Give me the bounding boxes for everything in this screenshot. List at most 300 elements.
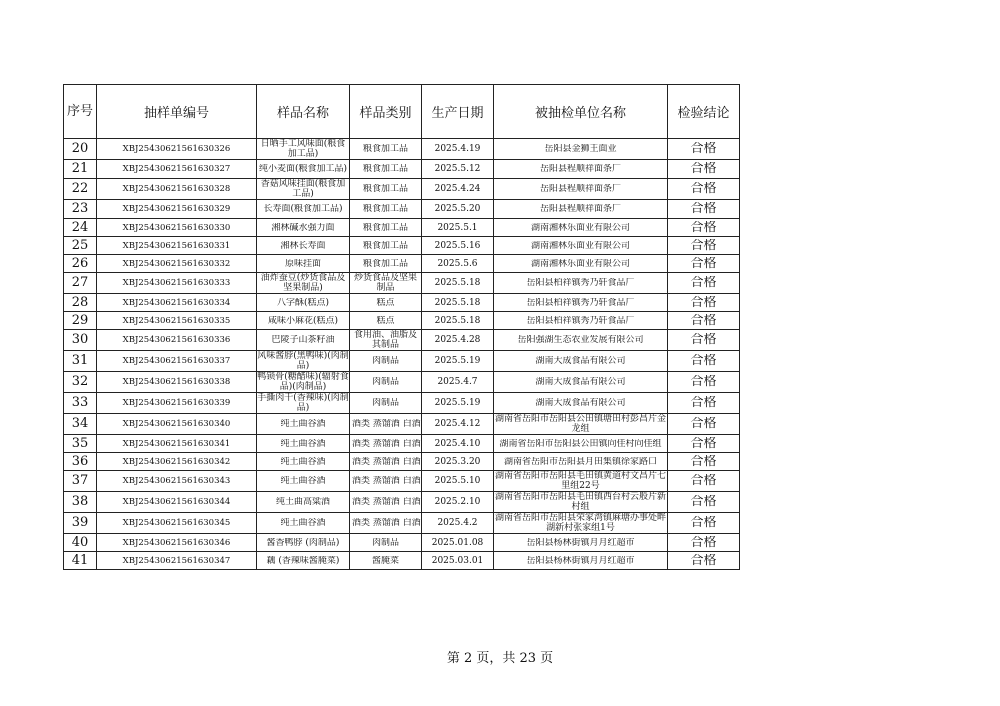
inspection-result-text: 合格	[690, 182, 717, 196]
sample-category-text: 肉制品	[371, 398, 399, 408]
sample-name-text: 鸭锁骨(糖醋味)(辐射食品)(肉制品)	[257, 372, 349, 392]
production-date	[422, 219, 494, 237]
row-number	[64, 330, 97, 351]
inspection-result	[668, 393, 740, 414]
production-date	[422, 160, 494, 179]
sample-code	[97, 255, 257, 273]
inspected-unit-text: 湖南湘林乐面业有限公司	[530, 240, 630, 251]
inspected-unit	[494, 552, 668, 570]
production-date	[422, 179, 494, 200]
row-number-text: 30	[71, 333, 89, 347]
production-date	[422, 255, 494, 273]
inspected-unit	[494, 179, 668, 200]
sample-name	[257, 312, 350, 330]
header-seq: 序号	[64, 85, 97, 139]
sample-name-text: 八字酥(糕点)	[276, 297, 330, 308]
inspected-unit	[494, 414, 668, 435]
sample-code	[97, 139, 257, 160]
production-date	[422, 139, 494, 160]
sample-code-text: XBJ25430621561630338	[122, 377, 231, 387]
row-number	[64, 294, 97, 312]
inspection-result-text: 合格	[690, 162, 717, 176]
sample-category	[350, 219, 422, 237]
inspection-result-text: 合格	[690, 516, 717, 530]
sample-code	[97, 219, 257, 237]
table-row	[64, 453, 740, 471]
inspected-unit	[494, 492, 668, 513]
table-row	[64, 492, 740, 513]
sample-code	[97, 552, 257, 570]
sample-code-text: XBJ25430621561630330	[122, 222, 231, 233]
production-date	[422, 492, 494, 513]
sample-category	[350, 471, 422, 492]
inspection-result-text: 合格	[690, 220, 717, 235]
inspected-unit	[494, 351, 668, 372]
inspected-unit	[494, 471, 668, 492]
sample-name	[257, 219, 350, 237]
production-date	[422, 200, 494, 219]
sample-name	[257, 139, 350, 160]
inspected-unit-text: 岳阳县柏祥镇秀乃轩食品厂	[526, 297, 635, 308]
sample-code	[97, 312, 257, 330]
sample-name	[257, 393, 350, 414]
sample-code	[97, 393, 257, 414]
row-number	[64, 255, 97, 273]
sample-name-text: 纯土曲谷酒	[280, 419, 326, 429]
inspection-result-text: 合格	[690, 354, 717, 368]
header-unit: 被抽检单位名称	[494, 85, 668, 139]
sample-name-text: 藕 (香辣味酱腌菜)	[266, 555, 340, 566]
sample-code	[97, 534, 257, 552]
sample-code-text: XBJ25430621561630327	[122, 164, 231, 174]
inspection-result-text: 合格	[690, 202, 717, 216]
sample-name-text: 纯土曲谷酒	[280, 518, 326, 528]
row-number	[64, 179, 97, 200]
sample-code	[97, 492, 257, 513]
sample-category-text: 粮食加工品	[362, 204, 408, 214]
sample-category	[350, 255, 422, 273]
sample-code	[97, 372, 257, 393]
inspected-unit	[494, 453, 668, 471]
sample-category	[350, 160, 422, 179]
sample-name-text: 咸味小麻花(糕点)	[267, 315, 339, 326]
sample-code	[97, 513, 257, 534]
row-number-text: 29	[71, 313, 89, 328]
inspection-result-text: 合格	[690, 495, 717, 509]
sample-category-text: 酒类 蒸馏酒 白酒	[352, 438, 421, 449]
inspection-result	[668, 294, 740, 312]
sample-category-text: 肉制品	[371, 356, 399, 366]
inspected-unit-text: 湖南大成食品有限公司	[535, 356, 626, 366]
sample-name	[257, 273, 350, 294]
table-row	[64, 372, 740, 393]
production-date	[422, 294, 494, 312]
inspected-unit-text: 湖南大成食品有限公司	[535, 377, 626, 387]
sample-name	[257, 552, 350, 570]
row-number-text: 22	[71, 182, 89, 196]
sample-category	[350, 414, 422, 435]
production-date	[422, 393, 494, 414]
inspection-result	[668, 219, 740, 237]
inspected-unit-text: 湖南省岳阳市岳阳县公田镇向佳村向佳组	[499, 438, 662, 449]
inspected-unit-text: 湖南省岳阳市岳阳县公田镇塘田村彭昌片金龙组	[494, 414, 666, 434]
production-date-text: 2025.5.12	[434, 164, 481, 174]
inspection-result-text: 合格	[690, 295, 717, 310]
table-row	[64, 435, 740, 453]
inspection-result	[668, 179, 740, 200]
table-header-row	[64, 85, 740, 139]
row-number-text: 27	[71, 276, 89, 290]
row-number-text: 32	[71, 375, 89, 389]
sample-code-text: XBJ25430621561630341	[122, 438, 231, 449]
sample-name	[257, 534, 350, 552]
header-category: 样品类别	[350, 85, 422, 139]
inspected-unit	[494, 534, 668, 552]
row-number-text: 38	[71, 495, 89, 509]
inspected-unit	[494, 372, 668, 393]
production-date-text: 2025.4.12	[434, 419, 481, 429]
production-date	[422, 552, 494, 570]
table-body	[64, 139, 740, 570]
inspected-unit-text: 岳阳县柏祥镇秀乃轩食品厂	[526, 278, 635, 288]
inspected-unit-text: 湖南省岳阳市岳阳县毛田镇黄道村文昌片七里组22号	[494, 471, 666, 491]
inspected-unit-text: 湖南湘林乐面业有限公司	[530, 222, 630, 233]
sample-category	[350, 453, 422, 471]
inspected-unit	[494, 273, 668, 294]
sample-category-text: 粮食加工品	[362, 240, 408, 251]
sample-category	[350, 492, 422, 513]
table-row	[64, 414, 740, 435]
inspection-result-text: 合格	[690, 238, 717, 253]
production-date-text: 2025.5.18	[434, 315, 481, 326]
sample-name-text: 纯土曲高粱酒	[275, 497, 330, 507]
inspection-result	[668, 351, 740, 372]
row-number-text: 25	[71, 238, 89, 253]
header-code: 抽样单编号	[97, 85, 257, 139]
table-row	[64, 160, 740, 179]
row-number	[64, 372, 97, 393]
table-row	[64, 534, 740, 552]
sample-code-text: XBJ25430621561630326	[122, 144, 231, 154]
sample-code-text: XBJ25430621561630329	[122, 204, 231, 214]
sample-code	[97, 435, 257, 453]
sample-code-text: XBJ25430621561630332	[122, 258, 231, 269]
inspection-result-text: 合格	[690, 417, 717, 431]
inspection-result	[668, 237, 740, 255]
table-row	[64, 294, 740, 312]
row-number	[64, 273, 97, 294]
sample-name	[257, 330, 350, 351]
row-number	[64, 492, 97, 513]
inspected-unit	[494, 294, 668, 312]
inspection-result-text: 合格	[690, 256, 717, 271]
production-date	[422, 435, 494, 453]
row-number-text: 36	[71, 454, 89, 469]
row-number-text: 33	[71, 396, 89, 410]
sample-category-text: 酒类 蒸馏酒 白酒	[352, 476, 421, 486]
inspection-result	[668, 200, 740, 219]
production-date-text: 2025.4.24	[434, 184, 481, 194]
inspection-result-text: 合格	[690, 454, 717, 469]
sample-category-text: 粮食加工品	[362, 184, 408, 194]
table-row	[64, 351, 740, 372]
row-number-text: 26	[71, 256, 89, 271]
inspection-result	[668, 552, 740, 570]
row-number-text: 34	[71, 417, 89, 431]
row-number	[64, 160, 97, 179]
inspected-unit	[494, 513, 668, 534]
inspection-result	[668, 414, 740, 435]
row-number-text: 40	[71, 535, 89, 550]
sample-name	[257, 471, 350, 492]
inspection-result-text: 合格	[690, 375, 717, 389]
sample-code	[97, 414, 257, 435]
sample-category-text: 粮食加工品	[362, 164, 408, 174]
production-date-text: 2025.4.19	[434, 144, 481, 154]
production-date-text: 2025.5.19	[434, 398, 481, 408]
inspected-unit-text: 岳阳强湖生态农业发展有限公司	[517, 335, 644, 345]
inspected-unit	[494, 435, 668, 453]
production-date	[422, 330, 494, 351]
row-number	[64, 139, 97, 160]
production-date	[422, 513, 494, 534]
production-date	[422, 273, 494, 294]
inspection-result-text: 合格	[690, 436, 717, 451]
sample-category-text: 酒类 蒸馏酒 白酒	[352, 497, 421, 507]
sample-name-text: 香菇风味挂面(粮食加工品)	[260, 179, 346, 199]
table-row	[64, 179, 740, 200]
sample-code-text: XBJ25430621561630344	[122, 497, 231, 507]
sample-name	[257, 294, 350, 312]
sample-category-text: 食用油、油脂及其制品	[353, 330, 417, 350]
inspection-result	[668, 330, 740, 351]
inspection-result-text: 合格	[690, 396, 717, 410]
sample-name	[257, 200, 350, 219]
production-date-text: 2025.5.19	[434, 356, 481, 366]
table-row	[64, 393, 740, 414]
row-number	[64, 534, 97, 552]
production-date	[422, 312, 494, 330]
sample-code-text: XBJ25430621561630340	[122, 419, 231, 429]
inspected-unit	[494, 160, 668, 179]
row-number-text: 21	[71, 162, 89, 176]
production-date-text: 2025.03.01	[431, 555, 484, 566]
inspection-result	[668, 534, 740, 552]
table-row	[64, 552, 740, 570]
sample-name-text: 湘林长寿面	[280, 240, 326, 251]
sample-code	[97, 330, 257, 351]
inspected-unit-text: 湖南省岳阳市岳阳县毛田镇西台村云般片新村组	[494, 492, 666, 512]
sample-code-text: XBJ25430621561630347	[122, 555, 231, 566]
inspected-unit	[494, 393, 668, 414]
sample-code-text: XBJ25430621561630328	[122, 184, 231, 194]
sample-name	[257, 492, 350, 513]
sample-category	[350, 237, 422, 255]
production-date	[422, 372, 494, 393]
sample-category	[350, 552, 422, 570]
sample-category	[350, 179, 422, 200]
header-result: 检验结论	[668, 85, 740, 139]
inspection-result-text: 合格	[690, 276, 717, 290]
sample-category-text: 炒货食品及坚果制品	[353, 273, 417, 293]
sample-name-text: 酱香鸭脖 (肉制品)	[266, 537, 340, 548]
sample-category	[350, 200, 422, 219]
sample-code-text: XBJ25430621561630339	[122, 398, 231, 408]
inspected-unit-text: 湖南省岳阳市岳阳县荣家湾镇麻塘办事处畔湖新村张家组1号	[494, 513, 666, 533]
production-date	[422, 414, 494, 435]
sample-category-text: 肉制品	[371, 537, 399, 548]
inspection-result	[668, 255, 740, 273]
sample-code	[97, 179, 257, 200]
sample-code	[97, 237, 257, 255]
row-number	[64, 219, 97, 237]
row-number-text: 39	[71, 516, 89, 530]
sample-category-text: 粮食加工品	[362, 258, 408, 269]
sample-code-text: XBJ25430621561630342	[122, 456, 231, 467]
production-date-text: 2025.01.08	[431, 537, 484, 548]
inspected-unit	[494, 219, 668, 237]
sample-category-text: 糕点	[376, 315, 395, 326]
inspection-table	[63, 84, 740, 570]
inspected-unit	[494, 139, 668, 160]
table-row	[64, 330, 740, 351]
table-row	[64, 471, 740, 492]
row-number	[64, 453, 97, 471]
production-date-text: 2025.5.1	[437, 222, 478, 233]
sample-category	[350, 139, 422, 160]
sample-name-text: 风味酱脖(黑鸭味)(肉制品)	[257, 351, 349, 371]
sample-name-text: 手撕肉干(香辣味)(肉制品)	[257, 393, 349, 413]
sample-category	[350, 513, 422, 534]
sample-name	[257, 237, 350, 255]
sample-name-text: 原味挂面	[284, 258, 321, 269]
sample-category	[350, 372, 422, 393]
row-number-text: 37	[71, 474, 89, 488]
row-number-text: 23	[71, 202, 89, 216]
sample-category-text: 糕点	[376, 297, 395, 308]
inspected-unit-text: 湖南湘林乐面业有限公司	[530, 258, 630, 269]
sample-category-text: 酒类 蒸馏酒 白酒	[352, 456, 421, 467]
sample-code-text: XBJ25430621561630333	[122, 278, 231, 288]
row-number	[64, 552, 97, 570]
row-number-text: 28	[71, 295, 89, 310]
inspection-result	[668, 513, 740, 534]
production-date-text: 2025.5.18	[434, 297, 481, 308]
inspected-unit	[494, 255, 668, 273]
sample-code-text: XBJ25430621561630331	[122, 240, 231, 251]
sample-category-text: 粮食加工品	[362, 222, 408, 233]
row-number	[64, 237, 97, 255]
inspection-result	[668, 435, 740, 453]
production-date	[422, 534, 494, 552]
row-number-text: 35	[71, 436, 89, 451]
sample-code-text: XBJ25430621561630335	[122, 315, 231, 326]
sample-code-text: XBJ25430621561630346	[122, 537, 231, 548]
production-date-text: 2025.3.20	[434, 456, 481, 467]
production-date	[422, 453, 494, 471]
inspection-result	[668, 471, 740, 492]
inspection-result	[668, 453, 740, 471]
inspected-unit-text: 岳阳县杨林街镇月月红超市	[526, 555, 635, 566]
sample-code-text: XBJ25430621561630336	[122, 335, 231, 345]
row-number	[64, 471, 97, 492]
sample-name-text: 湘林碱水强力面	[271, 222, 335, 233]
inspected-unit-text: 岳阳县程顺祥面条厂	[539, 184, 621, 194]
inspection-result	[668, 312, 740, 330]
inspection-result	[668, 372, 740, 393]
inspection-result-text: 合格	[690, 142, 717, 156]
sample-name	[257, 179, 350, 200]
production-date	[422, 471, 494, 492]
row-number	[64, 435, 97, 453]
sample-category	[350, 393, 422, 414]
inspected-unit-text: 湖南省岳阳市岳阳县月田集镇徐家路口	[503, 456, 657, 467]
sample-name-text: 纯土曲谷酒	[280, 438, 326, 449]
table-row	[64, 255, 740, 273]
table-row	[64, 237, 740, 255]
sample-category-text: 酒类 蒸馏酒 白酒	[352, 419, 421, 429]
sample-name	[257, 372, 350, 393]
sample-name-text: 长寿面(粮食加工品)	[263, 204, 343, 214]
production-date-text: 2025.4.10	[434, 438, 481, 449]
table-row	[64, 139, 740, 160]
production-date-text: 2025.4.7	[437, 377, 478, 387]
sample-category-text: 酱腌菜	[371, 555, 399, 566]
inspected-unit	[494, 312, 668, 330]
sample-category	[350, 330, 422, 351]
row-number-text: 31	[71, 354, 89, 368]
table-row	[64, 219, 740, 237]
inspection-result	[668, 160, 740, 179]
header-date: 生产日期	[422, 85, 494, 139]
sample-name	[257, 435, 350, 453]
table-row	[64, 513, 740, 534]
inspected-unit-text: 岳阳县金狮王面业	[544, 144, 617, 154]
sample-code	[97, 351, 257, 372]
sample-code	[97, 453, 257, 471]
inspection-result-text: 合格	[690, 535, 717, 550]
sample-name-text: 纯土曲谷酒	[280, 476, 326, 486]
sample-code	[97, 160, 257, 179]
inspected-unit	[494, 330, 668, 351]
sample-code-text: XBJ25430621561630343	[122, 476, 231, 486]
sample-category	[350, 294, 422, 312]
inspected-unit	[494, 237, 668, 255]
sample-category	[350, 534, 422, 552]
sample-name-text: 巴陵子山茶籽油	[271, 335, 335, 345]
sample-code	[97, 273, 257, 294]
inspection-result-text: 合格	[690, 474, 717, 488]
table-row	[64, 312, 740, 330]
header-sample: 样品名称	[257, 85, 350, 139]
sample-name-text: 纯小麦面(粮食加工品)	[258, 164, 348, 174]
row-number-text: 24	[71, 220, 89, 235]
sample-code	[97, 294, 257, 312]
inspection-result	[668, 273, 740, 294]
inspection-result	[668, 492, 740, 513]
production-date-text: 2025.4.28	[434, 335, 481, 345]
row-number-text: 41	[71, 553, 89, 568]
inspection-result-text: 合格	[690, 313, 717, 328]
inspected-unit	[494, 200, 668, 219]
sample-name-text: 日晒手工风味面(粮食加工品)	[260, 139, 346, 159]
inspected-unit-text: 岳阳县杨林街镇月月红超市	[526, 537, 635, 548]
row-number	[64, 200, 97, 219]
sample-code	[97, 471, 257, 492]
row-number	[64, 513, 97, 534]
production-date-text: 2025.5.18	[434, 278, 481, 288]
production-date	[422, 237, 494, 255]
